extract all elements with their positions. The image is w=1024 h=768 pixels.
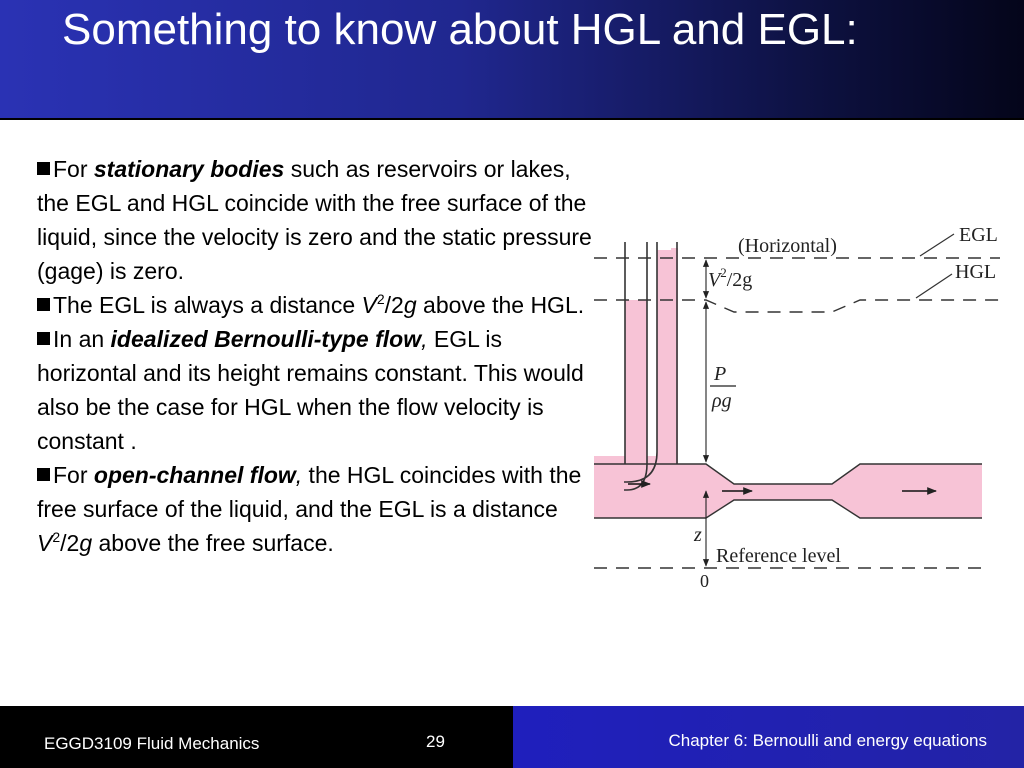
emphasis-comma: , [421,326,428,352]
bullet-text: For [53,462,94,488]
bullet-text: In an [53,326,111,352]
page-number: 29 [426,732,445,751]
elevation-label: z [694,524,702,546]
course-name: EGGD3109 Fluid Mechanics [44,734,260,753]
bullet-egl-distance [37,288,597,322]
bullet-text: /2 [384,292,404,318]
square-bullet-icon [37,468,50,481]
pressure-head-numerator: P [714,363,727,385]
velocity-head-label: $V^2/2g$ [708,265,753,291]
exponent: 2 [376,291,385,307]
slide-title: Something to know about HGL and EGL: [62,5,858,54]
horizontal-label: (Horizontal) [738,235,837,257]
bullet-text: such as reservoirs or lakes, the EGL and HGL coincide with the free surface of the liquid, since the velocity is zero and the static pressure (gage) is zero. [37,156,592,284]
velocity-symbol: V [361,292,377,318]
pitot-fluid [657,250,677,474]
square-bullet-icon [37,332,50,345]
bullet-open-channel [37,458,597,560]
square-bullet-icon [37,162,50,175]
gravity-symbol: g [403,292,417,318]
bullet-text: /2 [60,530,80,556]
bullet-text: EGL is horizontal and its height remains constant. This would also be the case for HGL when the flow velocity is constant . [37,326,584,454]
hgl-label: HGL [955,261,997,283]
velocity-symbol: V [37,530,53,556]
hgl-egl-diagram [590,220,1004,600]
emphasis-text: open-channel flow [93,462,296,488]
bullet-list [37,152,597,560]
bullet-text: above the free surface. [92,530,334,556]
bullet-text: the HGL coincides with the free surface of the liquid, and the EGL is a distance [37,462,582,522]
hgl-leader [916,274,952,298]
egl-label: EGL [959,224,998,246]
emphasis-text: stationary bodies [93,156,285,182]
exponent: 2 [52,529,61,545]
bullet-text: above the HGL. [416,292,585,318]
bullet-text: The EGL is always a distance [53,292,362,318]
piezometer-fluid [625,300,647,468]
footer-right-panel [513,706,1024,768]
zero-label: 0 [700,571,709,591]
emphasis-comma: , [295,462,303,488]
hgl-line [594,300,1000,312]
chapter-title: Chapter 6: Bernoulli and energy equations [668,731,987,750]
reference-level-label: Reference level [716,545,841,567]
emphasis-text: idealized Bernoulli-type flow [110,326,422,352]
bullet-stationary-bodies [37,152,597,288]
square-bullet-icon [37,298,50,311]
title-bar [0,0,1024,120]
bullet-bernoulli-flow [37,322,597,458]
bullet-text: For [53,156,94,182]
egl-leader [920,234,954,256]
pressure-head-denominator: ρg [712,390,732,412]
footer-left-panel [0,706,513,768]
gravity-symbol: g [79,530,93,556]
